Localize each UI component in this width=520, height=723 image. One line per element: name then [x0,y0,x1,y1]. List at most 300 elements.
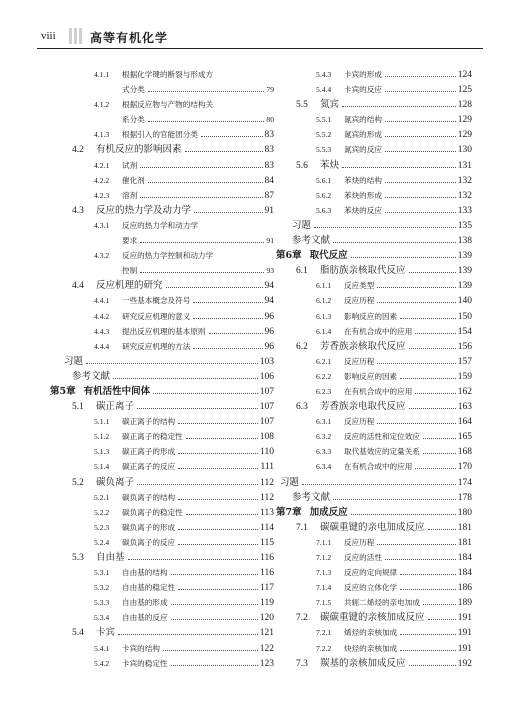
toc-entry-title: 自由基的结构 [122,568,168,578]
toc-entry [50,127,274,142]
toc-entry [276,324,472,339]
dot-leader [428,619,456,620]
toc-entry-title: 系分类 [122,115,145,125]
dot-leader [163,650,258,651]
toc-entry-number: 5.2.4 [94,537,110,547]
dot-leader [193,302,262,303]
toc-entry-page: 108 [259,432,274,443]
toc-entry-page: 83 [264,145,274,156]
toc-entry-title: 自由基的反应 [122,613,168,623]
toc-entry-page: 150 [457,311,472,322]
toc-entry-number: 7.1.2 [316,553,332,562]
toc-entry-number: 7.1.1 [316,537,332,547]
toc-entry-number: 4.3 [72,205,84,216]
toc-entry-number: 6.2 [296,341,308,352]
toc-entry [276,565,472,580]
toc-entry-title: 在有机合成中的应用 [344,386,413,396]
toc-entry [276,173,472,188]
toc-entry-title: 碳正离子的形成 [122,447,176,457]
toc-entry-page: 91 [266,236,274,246]
toc-entry-number: 4.1.3 [94,130,110,140]
toc-entry [50,625,274,640]
dot-leader [118,634,258,635]
toc-entry [50,112,274,127]
dot-leader [385,151,456,152]
toc-entry-page: 83 [264,130,274,141]
toc-entry-page: 107 [259,386,274,397]
toc-entry [276,384,472,399]
toc-entry-title: 参考文献 [292,491,331,503]
toc-entry-number: 7.1.5 [316,598,332,608]
toc-entry-page: 140 [457,296,472,307]
dot-leader [342,167,456,168]
toc-entry [50,595,274,610]
toc-entry-number: 5.2.2 [94,507,110,517]
toc-entry [276,158,472,173]
toc-entry-title: 卡宾 [96,627,116,639]
dot-leader [148,91,265,92]
toc-entry [276,339,472,354]
toc-entry-title: 参考文献 [292,235,331,247]
dot-leader [140,272,264,273]
toc-entry-title: 芳香族亲核取代反应 [320,340,406,352]
toc-entry-title: 影响反应的因素 [344,371,398,381]
toc-entry-number: 5.1.4 [94,462,110,472]
toc-entry-page: 184 [457,568,472,579]
page-header [0,0,520,60]
toc-entry-number: 4.3.2 [94,251,110,261]
dot-leader [140,167,262,168]
toc-entry-page: 180 [457,507,472,518]
toc-entry-page: 164 [457,417,472,428]
toc-entry-page: 130 [457,145,472,156]
toc-entry-page: 107 [259,402,274,413]
toc-entry-number: 6.3.4 [316,462,332,472]
toc-entry-page: 132 [457,190,472,201]
toc-entry-title: 提出反应机理的基本原则 [122,326,206,336]
toc-entry [50,535,274,550]
toc-entry-number: 4.2.1 [94,160,110,170]
dot-leader [194,212,262,213]
dot-leader [400,378,456,379]
toc-entry-number: 5.3.2 [94,583,110,593]
dot-leader [423,438,456,439]
toc-entry-page: 181 [457,522,472,533]
dot-leader [178,423,258,424]
toc-entry [50,142,274,157]
page-number: viii [41,30,56,42]
dot-leader [178,589,258,590]
toc-entry [276,625,472,640]
toc-entry-page: 114 [260,522,274,533]
toc-entry-title: 式分类 [122,85,145,95]
toc-entry-number: 5.1.1 [94,417,110,427]
dot-leader [178,468,258,469]
toc-entry-page: 184 [457,553,472,563]
toc-entry [50,565,274,580]
toc-entry-number: 7.3 [296,658,308,669]
toc-entry-title: 控制 [122,266,138,276]
dot-leader [377,287,455,288]
toc-entry [50,399,274,414]
toc-entry [276,429,472,444]
toc-entry [276,399,472,414]
toc-entry-title: 碳正离子的反应 [122,462,176,472]
dot-leader [377,363,455,364]
toc-entry-page: 139 [457,251,472,262]
toc-entry [276,535,472,550]
toc-entry [50,248,274,263]
toc-entry-title: 反应的热力学及动力学 [96,204,192,216]
toc-entry [276,309,472,324]
dot-leader [302,484,456,485]
toc-entry-page: 191 [457,643,472,654]
dot-leader [148,121,265,122]
toc-entry [50,459,274,474]
toc-entry-page: 111 [260,462,274,473]
dot-leader [400,318,456,319]
toc-entry-number: 5.5.2 [316,130,332,140]
toc-entry-number: 第7章 [276,506,302,518]
toc-entry-title: 碳负离子的反应 [122,537,176,547]
toc-entry-number: 第6章 [276,250,302,262]
toc-entry [276,354,472,369]
toc-entry-title: 反应的定向规律 [344,568,398,578]
dot-leader [140,197,262,198]
toc-entry-page: 94 [264,281,274,292]
toc-entry-page: 133 [457,205,472,216]
toc-entry-page: 110 [260,447,274,458]
dot-leader [385,76,456,77]
dot-leader [171,574,259,575]
dot-leader [400,589,456,590]
dot-leader [178,453,258,454]
toc-entry-page: 124 [457,70,472,80]
toc-entry-title: 碳负离子的稳定性 [122,507,183,517]
dot-leader [415,333,455,334]
dot-leader [137,408,258,409]
toc-entry-number: 4.4.1 [94,296,110,306]
toc-entry-page: 84 [264,175,274,186]
dot-leader [193,318,262,319]
dot-leader [186,514,258,515]
toc-entry-number: 5.5.1 [316,115,332,125]
toc-entry [276,293,472,308]
toc-entry-number: 4.1.2 [94,100,110,110]
toc-entry-page: 135 [457,220,472,231]
toc-entry [50,369,274,384]
toc-entry-number: 6.1.1 [316,281,332,291]
toc-entry-title: 碳负离子的形成 [122,522,176,532]
toc-entry-title: 习题 [292,219,312,231]
toc-entry [50,233,274,248]
toc-entry-title: 根据引入的官能团分类 [122,130,198,140]
toc-entry [50,339,274,354]
toc-entry-page: 162 [457,386,472,397]
toc-entry [276,550,472,565]
dot-leader [385,136,456,137]
toc-entry-page: 117 [260,583,274,594]
toc-entry [276,218,472,233]
dot-leader [113,378,258,379]
toc-entry-number: 7.2.1 [316,628,332,638]
dot-leader [137,484,258,485]
toc-entry-page: 96 [264,341,274,352]
toc-entry-title: 习题 [64,355,84,367]
toc-entry-number: 5.2 [72,477,84,488]
toc-entry-page: 163 [457,402,472,413]
toc-entry-number: 6.1.3 [316,311,332,321]
toc-entry [50,610,274,625]
header-rule [37,48,483,49]
toc-entry-page: 129 [457,115,472,126]
toc-entry-title: 催化剂 [122,175,145,185]
toc-right-column [276,67,472,671]
toc-entry [50,414,274,429]
toc-left-column [50,67,274,671]
toc-entry [276,414,472,429]
toc-entry-page: 154 [457,326,472,337]
toc-entry-title: 反应历程 [344,537,375,547]
toc-entry-number: 5.4.3 [316,70,332,79]
dot-leader [423,604,456,605]
dot-leader [351,257,456,258]
toc-entry-number: 第5章 [50,385,76,397]
toc-entry-page: 157 [457,356,472,367]
toc-entry-title: 羰基的亲核加成反应 [320,657,406,669]
toc-entry-number: 5.2.1 [94,492,110,502]
dot-leader [178,529,258,530]
dot-leader [178,544,258,545]
toc-entry-title: 根据反应物与产物的结构关 [122,100,214,110]
toc-entry-page: 94 [264,296,274,307]
toc-entry-title: 反应类型 [344,281,375,291]
toc-entry-number: 4.2.3 [94,190,110,200]
toc-entry-number: 5.1.2 [94,432,110,442]
dot-leader [385,197,456,198]
dot-leader [385,182,456,183]
toc-entry-number: 4.4 [72,281,84,292]
toc-entry [50,354,274,369]
toc-entry [276,188,472,203]
toc-entry-title: 研究反应机理的方法 [122,341,191,351]
toc-entry-number: 6.3.2 [316,432,332,442]
toc-entry-number: 7.1 [296,522,308,533]
toc-entry-title: 参考文献 [72,370,111,382]
toc-entry-title: 有机活性中间体 [83,385,151,397]
toc-entry-page: 91 [264,205,274,216]
toc-entry-title: 碳碳重键的亲电加成反应 [320,521,425,533]
dot-leader [209,333,263,334]
toc-entry-title: 反应的热力学控制和动力学 [122,251,214,261]
dot-leader [377,302,455,303]
toc-entry-page: 170 [457,462,472,473]
toc-entry-title: 苯炔的形成 [344,190,382,200]
toc-entry-number: 5.5 [296,100,308,111]
toc-entry-title: 共轭二烯烃的亲电加成 [344,598,420,608]
toc-entry [276,580,472,595]
toc-entry-page: 186 [457,583,472,594]
dot-leader [171,619,258,620]
toc-entry-number: 7.1.3 [316,568,332,578]
toc-entry-title: 一些基本概念及符号 [122,296,191,306]
dot-leader [351,514,456,515]
toc-entry [50,580,274,595]
toc-entry-number: 5.6.3 [316,205,332,215]
dot-leader [385,121,456,122]
toc-entry [50,203,274,218]
toc-entry [276,97,472,112]
dot-leader [385,212,456,213]
toc-entry-title: 卡宾的形成 [344,70,382,79]
toc-entry [50,293,274,308]
dot-leader [140,242,264,243]
toc-entry-title: 脂肪族亲核取代反应 [320,265,406,277]
toc-entry-title: 取代基效应的定量关系 [344,447,420,457]
toc-entry-title: 碳正离子的结构 [122,417,176,427]
toc-entry [50,173,274,188]
toc-entry-number: 7.2.2 [316,643,332,653]
toc-entry-number: 6.3.3 [316,447,332,457]
toc-entry-page: 93 [266,266,274,276]
toc-entry-title: 习题 [280,476,300,488]
toc-entry [50,82,274,97]
toc-entry-title: 在有机合成中的应用 [344,462,413,472]
dot-leader [185,151,263,152]
header-decor-bar [74,28,77,44]
toc-entry [50,188,274,203]
toc-entry-page: 83 [264,160,274,171]
dot-leader [201,136,263,137]
toc-entry-title: 碳碳重键的亲核加成反应 [320,612,425,624]
toc-entry [276,248,472,263]
toc-entry-number: 6.2.3 [316,386,332,396]
toc-entry-page: 122 [259,643,274,654]
toc-entry [276,278,472,293]
toc-entry [50,384,274,399]
toc-entry-title: 氮宾的结构 [344,115,382,125]
dot-leader [171,665,258,666]
toc-entry [50,520,274,535]
toc-entry-title: 在有机合成中的应用 [344,326,413,336]
toc-entry [50,550,274,565]
toc-entry [276,127,472,142]
toc-entry-number: 5.1.3 [94,447,110,457]
toc-entry-page: 138 [457,236,472,247]
toc-entry-number: 5.3.4 [94,613,110,623]
toc-entry-number: 5.6.2 [316,190,332,200]
dot-leader [385,559,456,560]
dot-leader [400,574,456,575]
toc-entry-page: 128 [457,100,472,111]
toc-entry-page: 191 [457,613,472,624]
toc-entry-title: 自由基的稳定性 [122,583,176,593]
toc-entry-page: 115 [260,537,274,548]
toc-entry [276,505,472,520]
toc-entry-page: 107 [259,417,274,428]
toc-entry [276,444,472,459]
toc-entry [276,490,472,505]
toc-entry-title: 取代反应 [309,250,348,262]
toc-entry-title: 芳香族亲电取代反应 [320,401,406,413]
toc-entry-number: 7.2 [296,613,308,624]
dot-leader [333,499,456,500]
toc-entry-number: 7.1.4 [316,583,332,593]
dot-leader [409,272,456,273]
dot-leader [342,106,456,107]
toc-entry-title: 影响反应的因素 [344,311,398,321]
dot-leader [385,91,456,92]
book-title: 高等有机化学 [90,31,169,45]
toc-entry-page: 181 [457,537,472,548]
toc-entry [276,656,472,671]
dot-leader [333,242,456,243]
toc-entry [276,67,472,82]
toc-entry-number: 5.4.2 [94,658,110,668]
toc-entry-number: 5.2.3 [94,522,110,532]
toc-entry-number: 5.6.1 [316,175,332,185]
dot-leader [415,468,455,469]
toc-entry-page: 139 [457,281,472,292]
toc-entry-page: 106 [259,371,274,382]
toc-entry-title: 自由基的形成 [122,598,168,608]
dot-leader [415,393,455,394]
dot-leader [186,438,258,439]
toc-entry-page: 174 [457,477,472,488]
dot-leader [400,650,456,651]
toc-entry-title: 反应历程 [344,417,375,427]
toc-entry-number: 4.1.1 [94,70,110,79]
toc-entry-number: 5.5.3 [316,145,332,155]
toc-entry-number: 4.2.2 [94,175,110,185]
dot-leader [409,348,456,349]
toc-entry-number: 6.1 [296,266,308,277]
toc-entry-number: 5.4.4 [316,85,332,95]
toc-entry-number: 5.4 [72,628,84,639]
toc-entry-number: 6.3 [296,402,308,413]
toc-entry-title: 反应的立体化学 [344,583,398,593]
dot-leader [400,634,456,635]
dot-leader [166,287,263,288]
toc-entry-title: 氮宾的反应 [344,145,382,155]
toc-entry [276,610,472,625]
dot-leader [148,182,263,183]
toc-entry-title: 碳正离子的稳定性 [122,432,183,442]
toc-entry-page: 96 [264,311,274,322]
toc-entry-number: 4.2 [72,145,84,156]
toc-entry-title: 反应历程 [344,356,375,366]
toc-entry [276,641,472,656]
toc-entry-title: 碳负离子 [96,476,135,488]
toc-entry-page: 131 [457,160,472,171]
toc-entry-title: 反应的热力学和动力学 [122,220,198,230]
toc-entry-title: 碳正离子 [96,401,135,413]
dot-leader [314,227,456,228]
toc-entry-page: 191 [457,628,472,639]
toc-entry-title: 反应的活性和定位效应 [344,432,420,442]
toc-entry [50,67,274,82]
toc-entry-title: 苯炔的结构 [344,175,382,185]
toc-entry [276,82,472,97]
toc-entry-page: 112 [260,477,274,488]
toc-entry-number: 5.4.1 [94,643,110,653]
dot-leader [423,453,456,454]
toc-entry [50,490,274,505]
toc-entry-title: 卡宾的反应 [344,85,382,95]
toc-entry [276,233,472,248]
toc-entry-number: 4.4.2 [94,311,110,321]
dot-leader [171,604,259,605]
